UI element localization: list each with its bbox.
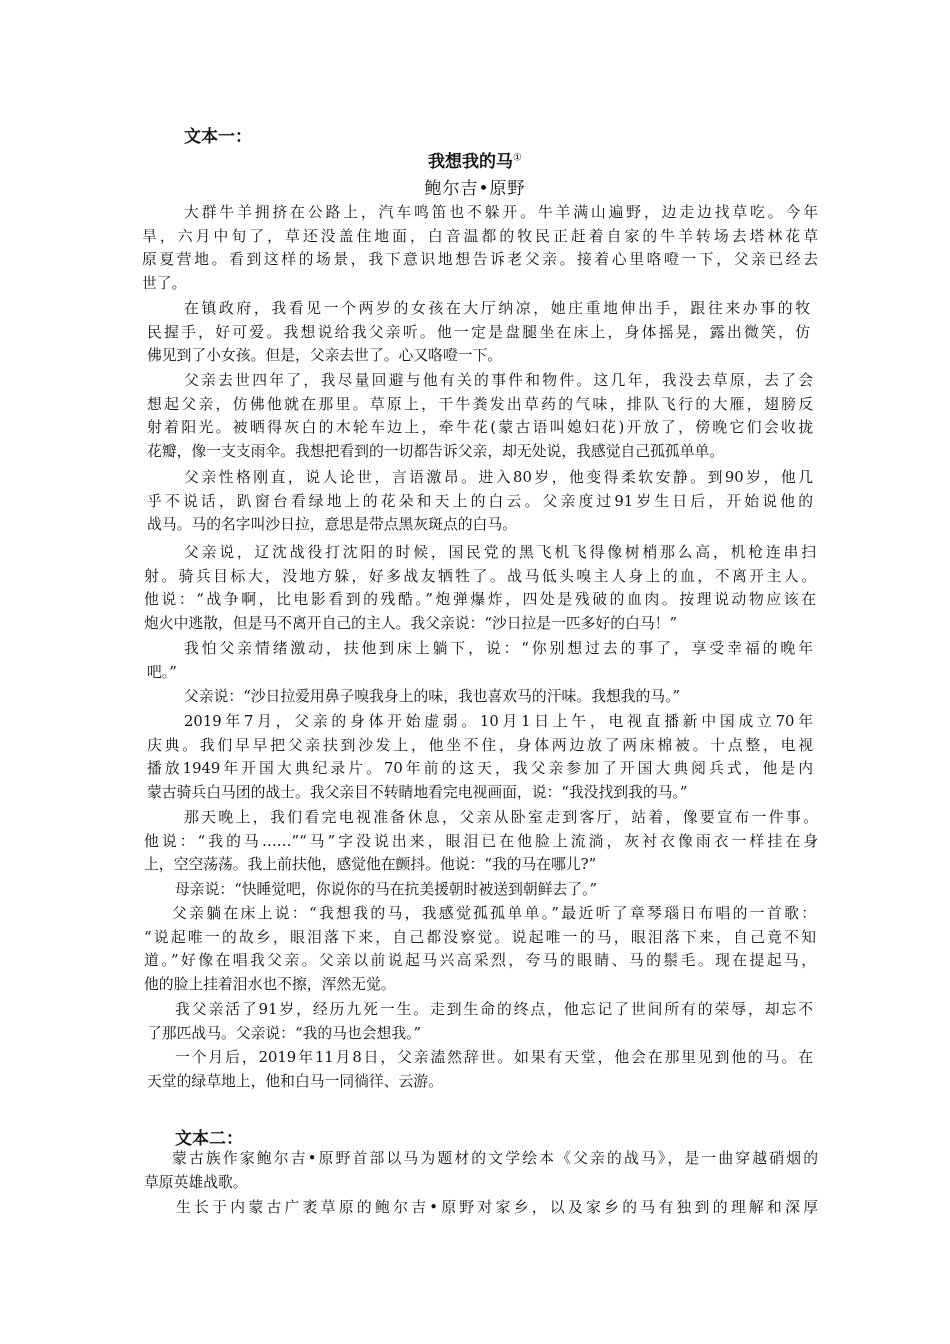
paragraph-13 xyxy=(147,1046,813,1093)
paragraph-1 xyxy=(142,201,818,295)
paragraph-line: 旱，六月中旬了，草还没盖住地面，白音温都的牧民正赶着自家的牛羊转场去塔林花草 xyxy=(142,227,818,245)
paragraph-4 xyxy=(147,466,813,537)
paragraph-line: 蒙古骑兵白马团的战士。我父亲目不转睛地看完电视画面，说：“我没找到我的马。” xyxy=(147,783,688,801)
paragraph-line: 母亲说：“快睡觉吧，你说你的马在抗美援朝时被送到朝鲜去了。” xyxy=(175,881,598,898)
paragraph-3 xyxy=(147,369,813,463)
paragraph-line: 庆典。我们早早把父亲扶到沙发上，他坐不住，身体两边放了两床棉被。十点整，电视 xyxy=(147,736,813,754)
article-title xyxy=(0,147,950,172)
footnote-mark: ① xyxy=(513,152,522,164)
paragraph-11 xyxy=(144,902,816,996)
article-title-text: 我想我的马 xyxy=(428,152,514,172)
paragraph-line: 天堂的绿草地上，他和白马一同徜徉、云游。 xyxy=(147,1072,443,1090)
paragraph-line: 大群牛羊拥挤在公路上，汽车鸣笛也不躲开。牛羊满山遍野，边走边找草吃。今年 xyxy=(184,204,818,221)
paragraph-line: 2019年7月，父亲的身体开始虚弱。10月1日上午，电视直播新中国成立70年 xyxy=(184,713,813,730)
paragraph-6 xyxy=(147,637,813,684)
text2-paragraph-1 xyxy=(144,1147,818,1194)
paragraph-line: 世了。 xyxy=(142,274,187,292)
paragraph-line: 播放1949年开国大典纪录片。70年前的这天，我父亲参加了开国大典阅兵式，他是内 xyxy=(147,760,813,777)
paragraph-line: 他说：“我的马……”“马”字没说出来，眼泪已在他脸上流淌，灰衬衣像雨衣一样挂在身 xyxy=(144,832,818,850)
paragraph-7 xyxy=(147,685,813,709)
paragraph-line: 生长于内蒙古广袤草原的鲍尔吉•原野对家乡，以及家乡的马有独到的理解和深厚 xyxy=(176,1199,818,1216)
paragraph-9 xyxy=(144,806,818,877)
paragraph-line: “说起唯一的故乡，眼泪落下来，自己都没察觉。说起唯一的马，眼泪落下来，自己竟不知 xyxy=(144,928,816,946)
paragraph-line: 原夏营地。看到这样的场景，我下意识地想告诉老父亲。接着心里咯噔一下，父亲已经去 xyxy=(142,251,818,268)
paragraph-line: 道。”好像在唱我父亲。父亲以前说起马兴高采烈，夸马的眼睛、马的鬃毛。现在提起马， xyxy=(144,952,816,969)
paragraph-line: 吧。” xyxy=(147,663,177,681)
paragraph-5 xyxy=(144,541,816,635)
paragraph-line: 我父亲活了91岁，经历九死一生。走到生命的终点，他忘记了世间所有的荣辱，却忘不 xyxy=(175,1001,813,1018)
paragraph-line: 了那匹战马。父亲说：“我的马也会想我。” xyxy=(147,1024,422,1042)
paragraph-line: 佛见到了小女孩。但是，父亲去世了。心又咯噔一下。 xyxy=(147,347,503,364)
paragraph-line: 射。骑兵目标大，没地方躲，好多战友牺牲了。战马低头嗅主人身上的血，不离开主人。 xyxy=(144,567,816,585)
paragraph-line: 父亲性格刚直，说人论世，言语激昂。进入80岁，他变得柔软安静。到90岁，他几 xyxy=(184,469,813,486)
paragraph-line: 民握手，好可爱。我想说给我父亲听。他一定是盘腿坐在床上，身体摇晃，露出微笑，仿 xyxy=(147,323,810,341)
text2-label: 文本二： xyxy=(175,1129,243,1149)
paragraph-12 xyxy=(147,998,813,1045)
paragraph-line: 花瓣，像一支支雨伞。我想把看到的一切都告诉父亲，却无处说，我感觉自己孤孤单单。 xyxy=(147,442,725,460)
paragraph-line: 草原英雄战歌。 xyxy=(144,1173,248,1191)
text1-label: 文本一： xyxy=(184,127,252,147)
text2-paragraph-2 xyxy=(144,1196,818,1220)
paragraph-line: 射着阳光。被晒得灰白的木轮车边上，牵牛花(蒙古语叫媳妇花)开放了，傍晚它们会收拢 xyxy=(147,419,813,436)
paragraph-line: 他的脸上挂着泪水也不擦，浑然无觉。 xyxy=(144,975,396,993)
paragraph-8 xyxy=(147,710,813,804)
paragraph-line: 那天晚上，我们看完电视准备休息，父亲从卧室走到客厅，站着，像要宣布一件事。 xyxy=(184,809,818,826)
paragraph-line: 父亲说：“沙日拉爱用鼻子嗅我身上的味，我也喜欢马的汗味。我想我的马。” xyxy=(184,688,681,705)
paragraph-line: 父亲说，辽沈战役打沈阳的时候，国民党的黑飞机飞得像树梢那么高，机枪连串扫 xyxy=(184,544,816,561)
paragraph-line: 乎不说话，趴窗台看绿地上的花朵和天上的白云。父亲度过91岁生日后，开始说他的 xyxy=(147,492,813,510)
paragraph-line: 父亲躺在床上说：“我想我的马，我感觉孤孤单单。”最近听了章琴瑙日布唱的一首歌： xyxy=(172,905,816,922)
paragraph-line: 一个月后，2019年11月8日，父亲溘然辞世。如果有天堂，他会在那里见到他的马。在 xyxy=(175,1049,813,1066)
paragraph-line: 炮火中逃散，但是马不离开自己的主人。我父亲说：“沙日拉是一匹多好的白马！” xyxy=(144,614,678,632)
paragraph-line: 我怕父亲情绪激动，扶他到床上躺下，说：“你别想过去的事了，享受幸福的晚年 xyxy=(184,640,813,657)
article-author: 鲍尔吉•原野 xyxy=(424,179,526,199)
paragraph-line: 在镇政府，我看见一个两岁的女孩在大厅纳凉，她庄重地伸出手，跟往来办事的牧 xyxy=(184,300,810,317)
paragraph-line: 他说：“战争啊，比电影看到的残酷。”炮弹爆炸，四处是残破的血肉。按理说动物应该在 xyxy=(144,591,816,608)
paragraph-line: 父亲去世四年了，我尽量回避与他有关的事件和物件。这几年，我没去草原，去了会 xyxy=(184,372,813,389)
paragraph-line: 上，空空荡荡。我上前扶他，感觉他在颤抖。他说：“我的马在哪儿?” xyxy=(144,856,597,873)
paragraph-line: 想起父亲，仿佛他就在那里。草原上，干牛粪发出草药的气味，排队飞行的大雁，翅膀反 xyxy=(147,395,813,413)
paragraph-line: 战马。马的名字叫沙日拉，意思是带点黑灰斑点的白马。 xyxy=(147,516,517,533)
paragraph-2 xyxy=(147,297,810,368)
paragraph-10 xyxy=(147,878,813,902)
paragraph-line: 蒙古族作家鲍尔吉•原野首部以马为题材的文学绘本《父亲的战马》，是一曲穿越硝烟的 xyxy=(172,1150,818,1167)
